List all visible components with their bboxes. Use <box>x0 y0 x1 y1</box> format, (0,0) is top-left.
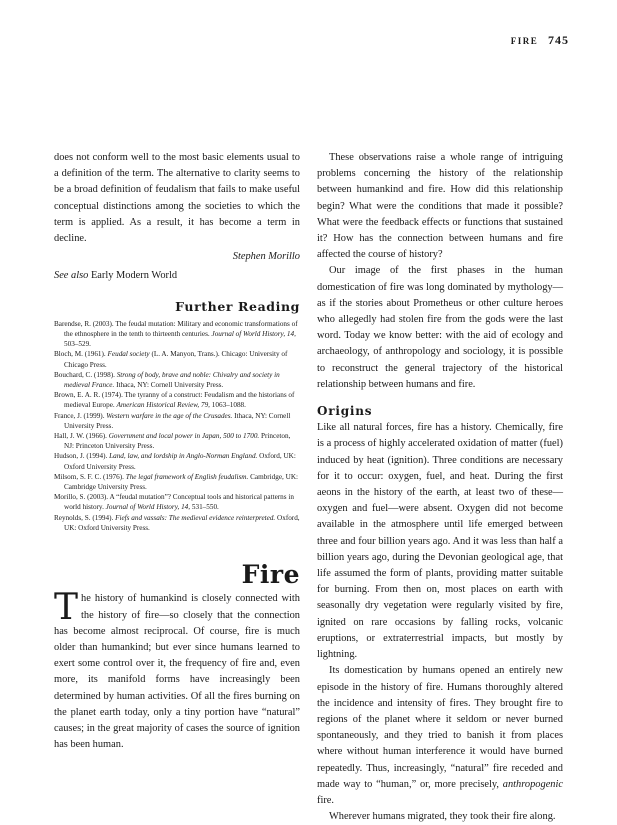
reference-publication: Ithaca, NY: Cornell University Press. <box>114 381 224 390</box>
article-title: Fire <box>241 560 300 590</box>
see-also <box>54 268 300 284</box>
paragraph-origins: Like all natural forces, fire has a history. Chemically, fire is a process of highly accelerated oxidation of matter (fuel) induced by heat (ignition). Three conditions are necessary for it to occur: oxygen, fuel, and heat. During the first aeons in the history of the earth, at least two of these—oxygen and fuel—were absent. Oxygen did not become available in the atmosphere until life emerged between three and four billion years ago. And it was less than half a billion years ago, during the Devonian geological age, that life assumed the form of plants, providing matter suitable for burning. From then on, most places on earth with seasonally dry vegetation were regularly visited by fire, ignited on rare occasions by falling rocks, volcanic eruptions, or extraterrestrial impacts, but mostly by lightning. <box>317 422 563 661</box>
reference-publication: Princeton, NJ: Princeton University Press. <box>64 432 291 451</box>
fire-intro-text: he history of humankind is closely connected with the history of fire—so closely that the connection has become almost reciprocal. Of course, fire is much older than humankind; but ever since humans learned to exert some control over it, the frequency of fire and, even more, its manifold forms have increasingly been determined by human activities. Of all the fires burning on the planet earth today, only a tiny portion have “natural” causes; in the great majority of cases the source of ignition has been human. <box>54 593 300 751</box>
right-column <box>317 150 563 825</box>
reference-item <box>54 390 300 410</box>
reference-text: Milsom, S. F. C. (1976). <box>54 472 126 481</box>
reference-publication: Ithaca, NY: Cornell University Press. <box>64 411 291 430</box>
reference-item <box>54 349 300 369</box>
author-signature: Stephen Morillo <box>232 251 300 263</box>
reference-title: Journal of World History, 14, <box>211 330 296 339</box>
fire-intro-paragraph <box>54 587 300 753</box>
drop-cap: T <box>54 587 79 629</box>
page-number: 745 <box>548 33 569 47</box>
domestication-end: fire. <box>317 794 335 806</box>
paragraph-observations: These observations raise a whole range of intriguing problems concerning the history of the relationship between humankind and fire. How did this relationship begin? What were the conditions that made it possible? What were the feedback effects or functions that sustained it? How has the connection between humans and fire affected the course of history? <box>317 152 563 261</box>
paragraph-domestication <box>317 663 563 809</box>
running-header <box>511 33 569 48</box>
reference-text: Brown, E. A. R. (1974). The tyranny of a construct: Feudalism and the historians of medieval Europe. <box>54 391 295 410</box>
reference-item <box>54 370 300 390</box>
reference-publication: 503–529. <box>64 340 91 349</box>
reference-text: Hudson, J. (1994). <box>54 452 110 461</box>
reference-text: Hall, J. W. (1966). <box>54 432 109 441</box>
reference-title: American Historical Review, 79, <box>116 401 210 410</box>
reference-publication: (L. A. Manyon, Trans.). Chicago: University of Chicago Press. <box>64 350 288 369</box>
reference-item <box>54 319 300 350</box>
further-reading-title: Further Reading <box>175 298 300 314</box>
intro-paragraph: does not conform well to the most basic elements usual to a definition of the term. The alternative to clarity seems to be a broad definition of feudalism that fails to make useful conceptual distinctions among the societies to which the term is applied. As a result, it has become a term in decline. <box>54 152 300 245</box>
reference-text: Morillo, S. (2003). A “feudal mutation”? Conceptual tools and historical patterns in world history. <box>54 493 294 512</box>
paragraph-migration: Wherever humans migrated, they took their fire along. <box>329 811 556 823</box>
reference-list <box>54 319 300 533</box>
see-also-link[interactable]: Early Modern World <box>90 270 178 282</box>
term-anthropogenic: anthropogenic <box>502 778 563 790</box>
reference-title: Feudal society <box>107 350 150 359</box>
reference-item <box>54 472 300 492</box>
reference-title: Government and local power in Japan, 500 to 1700. <box>108 432 260 441</box>
reference-item <box>54 451 300 471</box>
paragraph-mythology: Our image of the first phases in the human domestication of fire was long dominated by mythology—as if the stories about Prometheus or other culture heroes who allegedly had stolen fire from the gods were the last word. Today we know better: with the aid of ecology and archaeology, of anthropology and sociology, it is possible to reconstruct the general trajectory of the historical relationship between humans and fire. <box>317 265 563 390</box>
section-title-origins: Origins <box>317 404 373 419</box>
reference-title: Western warfare in the age of the Crusades. <box>106 411 233 420</box>
reference-title: Land, law, and lordship in Anglo-Norman England. <box>109 452 258 461</box>
reference-text: France, J. (1999). <box>54 411 107 420</box>
reference-text: Bouchard, C. (1998). <box>54 370 117 379</box>
reference-title: Strong of body, brave and noble: Chivalry and society in medieval France. <box>64 370 280 390</box>
reference-text: Barendse, R. (2003). The feudal mutation: Military and economic transformations of the ethnosphere in the tenth to thirteenth centuries. <box>54 319 298 339</box>
reference-item <box>54 513 300 533</box>
running-title: FIRE <box>510 36 539 46</box>
domestication-text: Its domestication by humans opened an entirely new episode in the history of fire. Humans thoroughly altered the incidence and intensity of fires. They brought fire to regions of the planet where it seldom or never burned spontaneously, and they tried to banish it from places where without human interference it would have burned repeatedly. Thus, increasingly, “natural” fire receded and made way to “human,” or, more precisely, <box>317 665 563 790</box>
reference-publication: 1063–1088. <box>209 401 246 410</box>
reference-title: Fiefs and vassals: The medieval evidence reinterpreted. <box>115 513 276 522</box>
see-also-label: See also <box>54 270 89 282</box>
reference-title: The legal framework of English feudalism. <box>125 472 249 481</box>
reference-item <box>54 492 300 512</box>
reference-title: Journal of World History, 14, <box>105 503 191 512</box>
reference-publication: 531–550. <box>190 503 219 512</box>
left-column <box>54 150 300 753</box>
reference-publication: Oxford, UK: Oxford University Press. <box>64 513 300 532</box>
reference-item <box>54 411 300 431</box>
reference-publication: Cambridge, UK: Cambridge University Press. <box>64 472 299 492</box>
reference-publication: Oxford, UK: Oxford University Press. <box>64 452 296 471</box>
reference-item <box>54 431 300 451</box>
reference-text: Bloch, M. (1961). <box>54 350 108 359</box>
reference-text: Reynolds, S. (1994). <box>54 513 116 522</box>
